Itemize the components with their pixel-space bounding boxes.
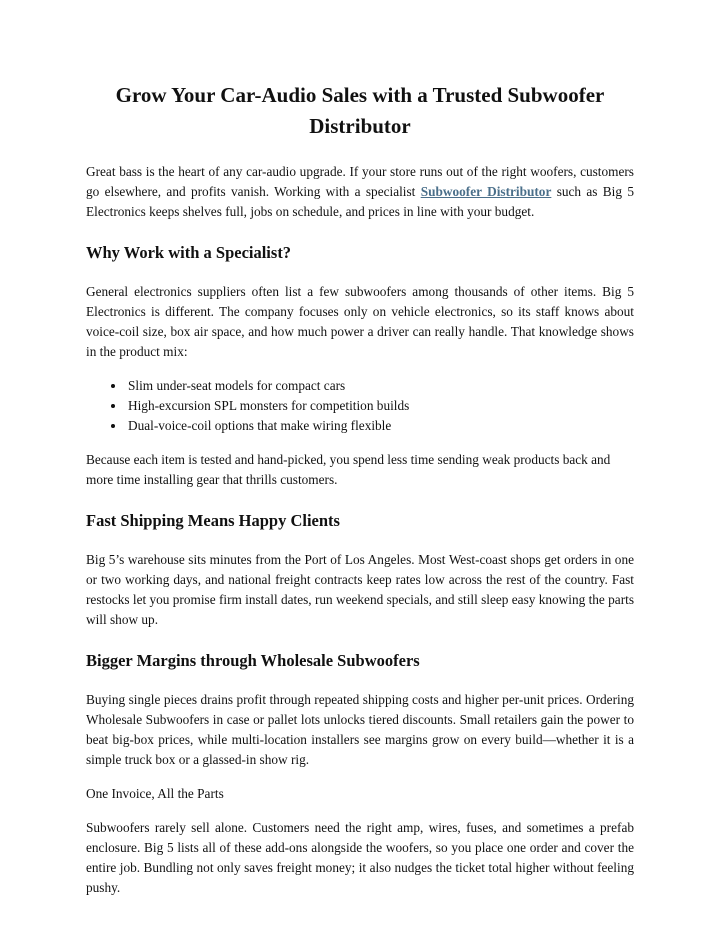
intro-paragraph — [86, 162, 634, 222]
shipping-paragraph: Big 5’s warehouse sits minutes from the Port of Los Angeles. Most West-coast shops get orders in one or two working days, and national freight contracts keep rates low across the rest of the country. Fast restocks let you promise firm install dates, run weekend specials, and still sleep easy knowing the parts will show up. — [86, 552, 634, 627]
specialist-closing-paragraph: Because each item is tested and hand-picked, you spend less time sending weak products back and more time installing gear that thrills customers. — [86, 452, 611, 487]
intro-text-after-link: such as Big 5 Electronics keeps shelves full, jobs on schedule, and prices in line with your budget. — [86, 184, 634, 219]
section-heading-invoice: One Invoice, All the Parts — [86, 786, 224, 801]
intro-text-before-link: Great bass is the heart of any car-audio upgrade. If your store runs out of the right woofers, customers go elsewhere, and profits vanish. Working with a specialist — [86, 164, 634, 199]
list-item: • High-excursion SPL monsters for competition builds — [126, 396, 634, 416]
specialist-paragraph: General electronics suppliers often list a few subwoofers among thousands of other items. Big 5 Electronics is different. The company focuses only on vehicle electronics, so its staff knows about voice-coil size, box air space, and how much power a driver can really handle. That knowledge shows in the product mix: — [86, 284, 634, 359]
invoice-paragraph: Subwoofers rarely sell alone. Customers need the right amp, wires, fuses, and sometimes a prefab enclosure. Big 5 lists all of these add-ons alongside the woofers, so you place one order and cover the entire job. Bundling not only saves freight money; it also nudges the ticket total higher without feeling pushy. — [86, 820, 634, 895]
page-title: Grow Your Car-Audio Sales with a Trusted Subwoofer Distributor — [115, 83, 605, 138]
section-heading-margins: Bigger Margins through Wholesale Subwoofers — [86, 651, 420, 670]
list-item: • Slim under-seat models for compact cars — [126, 376, 634, 396]
margins-paragraph: Buying single pieces drains profit through repeated shipping costs and higher per-unit prices. Ordering Wholesale Subwoofers in case or pallet lots unlocks tiered discounts. Small retailers gain the power to beat big-box prices, while multi-location installers see margins grow on every build—whether it is a simple truck box or a glassed-in show rig. — [86, 692, 634, 767]
list-item: • Dual-voice-coil options that make wiring flexible — [126, 416, 634, 436]
section-heading-shipping: Fast Shipping Means Happy Clients — [86, 511, 340, 530]
subwoofer-distributor-link[interactable]: Subwoofer Distributor — [420, 184, 552, 199]
product-mix-list — [86, 376, 634, 436]
section-heading-specialist: Why Work with a Specialist? — [86, 243, 292, 262]
